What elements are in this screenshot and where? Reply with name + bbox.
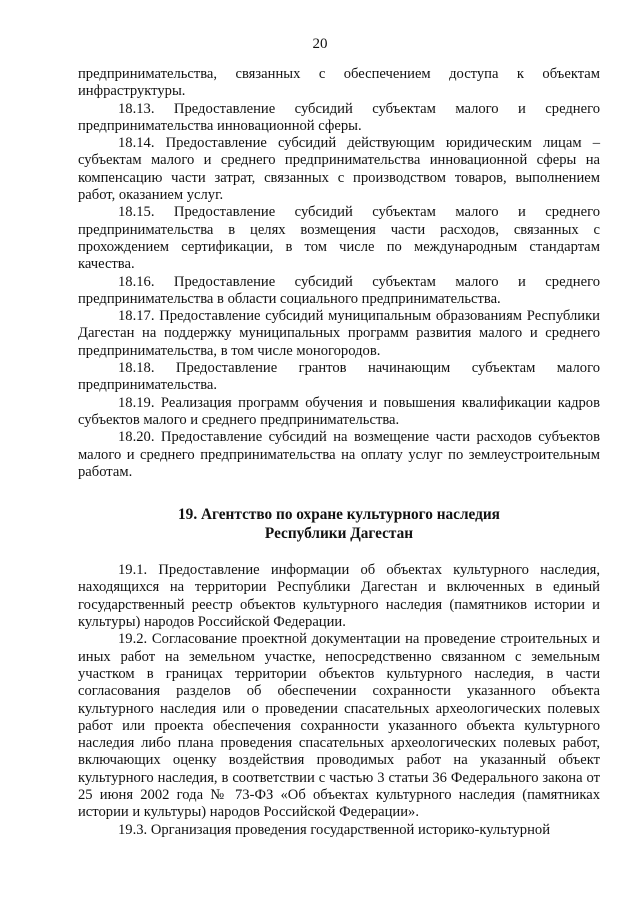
item-18-20: 18.20. Предоставление субсидий на возмещение части расходов субъектов малого и среднего предпринимательства на оплату услуг по землеустроительным работам. bbox=[78, 429, 600, 480]
item-18-18: 18.18. Предоставление грантов начинающим субъектам малого предпринимательства. bbox=[78, 360, 600, 394]
item-18-19: 18.19. Реализация программ обучения и повышения квалификации кадров субъектов малого и среднего предпринимательства. bbox=[78, 394, 600, 428]
item-19-1: 19.1. Предоставление информации об объектах культурного наследия, находящихся на территории Республики Дагестан и включенных в единый государственный реестр объектов культурного наследия (памятников истории и культуры) народов Российской Федерации. bbox=[78, 562, 600, 631]
item-18-15: 18.15. Предоставление субсидий субъектам малого и среднего предпринимательства в целях возмещения части расходов, связанных с прохождением сертификации, в том числе по международным стандартам качества. bbox=[78, 204, 600, 273]
section-heading-line-1: 19. Агентство по охране культурного наследия bbox=[178, 506, 500, 524]
item-19-3: 19.3. Организация проведения государственной историко-культурной bbox=[118, 821, 551, 838]
item-18-17: 18.17. Предоставление субсидий муниципальным образованиям Республики Дагестан на поддержку муниципальных программ развития малого и среднего предпринимательства, в том числе моногородов. bbox=[78, 308, 600, 359]
item-18-13: 18.13. Предоставление субсидий субъектам малого и среднего предпринимательства инновационной сферы. bbox=[78, 100, 600, 134]
item-19-2: 19.2. Согласование проектной документации на проведение строительных и иных работ на земельном участке, непосредственно связанном с земельным участком в границах территории объектов культурного наследия, в части согласования разделов об обеспечении сохранности указанного объекта культурного наследия или о проведении спасательных археологических полевых работ или проекта обеспечения сохранности указанного объекта культурного наследия либо плана проведения спасательных археологических полевых работ, включающих оценку воздействия проводимых работ на указанный объект культурного наследия, в соответствии с частью 3 статьи 36 Федерального закона от 25 июня 2002 года № 73-ФЗ «Об объектах культурного наследия (памятниках истории и культуры) народов Российской Федерации». bbox=[78, 631, 600, 821]
page-content bbox=[78, 66, 600, 839]
page-number: 20 bbox=[312, 36, 328, 52]
section-19-heading bbox=[78, 505, 600, 543]
section-heading-line-2: Республики Дагестан bbox=[264, 525, 414, 543]
item-18-14: 18.14. Предоставление субсидий действующим юридическим лицам – субъектам малого и среднего предпринимательства инновационной сферы на компенсацию части затрат, связанных с производством товаров, выполнением работ, оказанием услуг. bbox=[78, 135, 600, 204]
item-18-16: 18.16. Предоставление субсидий субъектам малого и среднего предпринимательства в области социального предпринимательства. bbox=[78, 273, 600, 307]
continued-paragraph: предпринимательства, связанных с обеспечением доступа к объектам инфраструктуры. bbox=[78, 66, 600, 100]
